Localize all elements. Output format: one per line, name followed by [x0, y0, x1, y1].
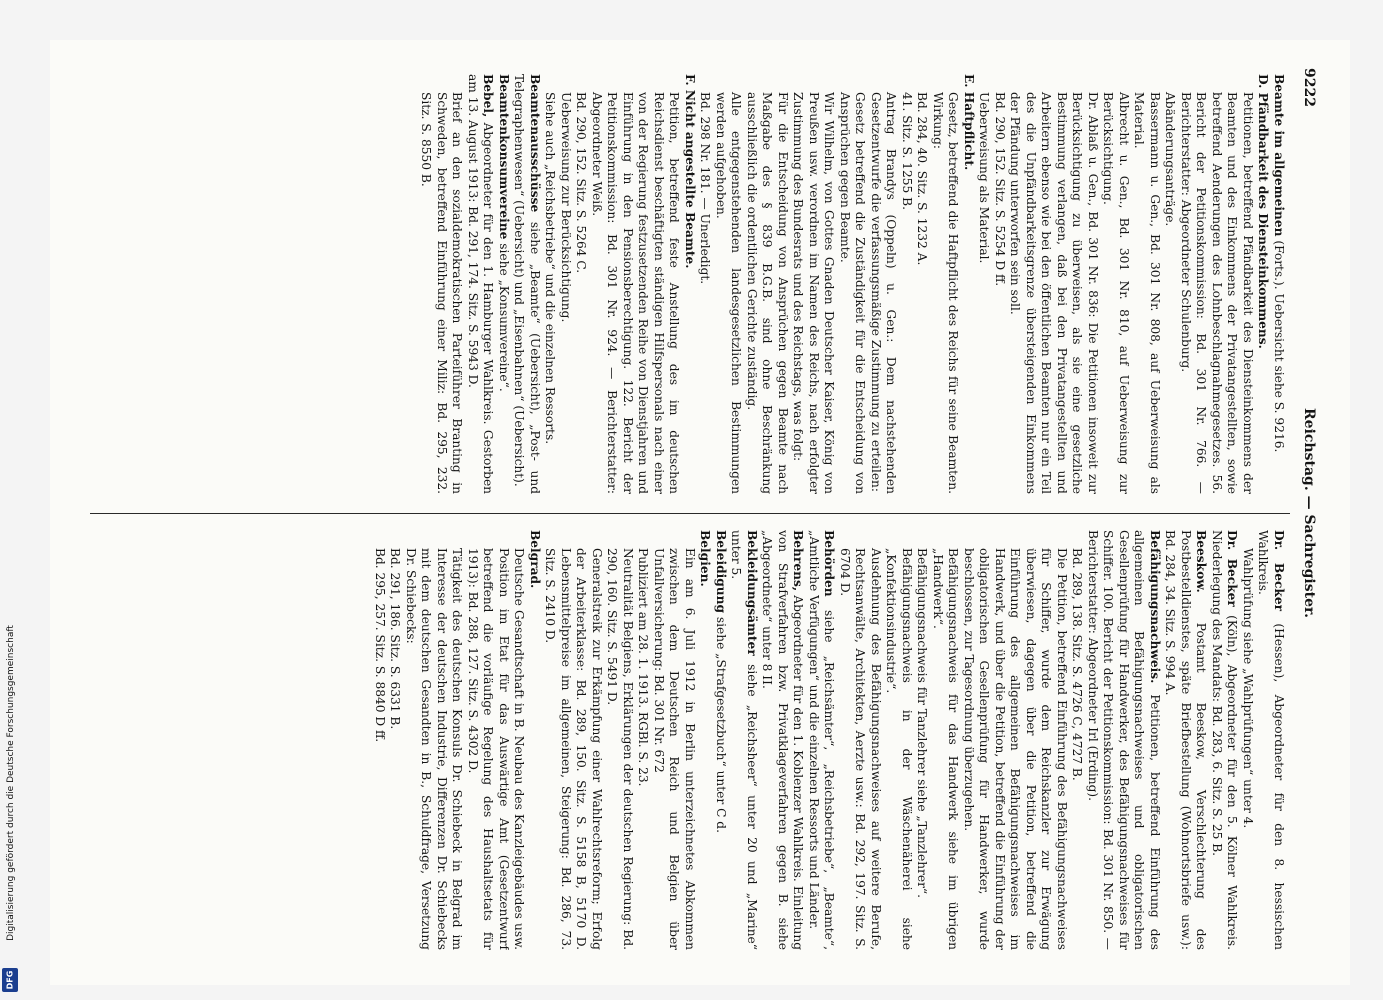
index-entry: [837, 548, 884, 950]
index-entry: [713, 92, 744, 494]
entry-text: Bd. 298 Nr. 181. — Unerledigt.: [698, 92, 713, 285]
index-entry: [930, 92, 961, 494]
index-entry: [759, 530, 806, 950]
index-entry: [1100, 92, 1131, 494]
index-entry: [713, 530, 729, 950]
running-title: Reichstag. — Sachregister.: [1301, 408, 1317, 618]
index-entry: [930, 548, 961, 950]
entry-heading: Beamtenausschüsse: [528, 74, 542, 213]
index-entry: [1162, 530, 1209, 950]
index-entry: [976, 92, 992, 494]
entry-text: Befähigungsnachweis für das Handwerk siehe im übrigen „Handwerk“.: [931, 548, 961, 950]
entry-text: Petition, betreffend feste Anstellung des im deutschen Reichsdienst beschäftigten ständigen Hilfspersonals nach einer von der Regierung festzusetzenden Reihe von Dienstjahren und Einführung in den Pensionsberechtigung. 122. Bericht der Petitionskommission: Bd. 301 Nr. 924. — Berichterstatter: Abgeordneter Weiß.: [590, 92, 682, 494]
entry-text: Deutsche Gesandtschaft in B. Neubau des Kanzleigebäudes usw. Position im Etat für das Auswärtige Amt (Gesetzentwurf betreffend die vorläufige Regelung des Haushaltsetats für 1913): Bd. 288, 127. Sitz. S. 4302 D.: [466, 548, 527, 950]
entry-heading: Bebel,: [481, 74, 496, 118]
entry-text: Generalstreik zur Erkämpfung einer Wahlrechtsreform; Erfolg der Arbeiterklasse: Bd. 289, 150. Sitz. S. 5158 B, 5170 D. Lebensmittelpreise im allgemeinen, Steigerung: Bd. 286, 73. Sitz. S. 2410 D.: [543, 548, 604, 950]
entry-text: Gesetz betreffend die Zuständigkeit für die Entscheidung von Ansprüchen gegen Beamte.: [838, 92, 868, 494]
index-entry: [403, 548, 465, 950]
entry-heading: Bekleidungsämter: [745, 530, 759, 656]
index-entry: [651, 548, 698, 950]
entry-text: Abänderungsanträge.: [1163, 92, 1178, 227]
index-entry: [1209, 530, 1240, 950]
index-entry: [697, 92, 713, 494]
funding-note: [4, 578, 18, 988]
entry-text: Bd. 284, 40. Sitz. S. 1232 A.: [915, 92, 930, 266]
entry-heading: Belgrad.: [528, 530, 542, 589]
entry-text: Siehe auch „Reichsbetriebe“ und die einzelnen Ressorts.: [543, 92, 558, 445]
entry-text: Tätigkeit des deutschen Konsuls Dr. Schiebeck in Belgrad im Interesse der deutschen Industrie, Differenzen Dr. Schiebecks mit dem deutschen Gesandten in B., Schuldfrage, Versetzung Dr. Schiebecks:: [404, 548, 465, 950]
entry-heading: Beeskow.: [1194, 530, 1209, 593]
entry-text: siehe „Reichsämter“, „Reichsbetriebe“, „Beamte“, „Amtliche Verfügungen“ und die einzelnen Ressorts und Länder.: [807, 530, 837, 950]
index-entry: [682, 74, 698, 494]
index-entry: [542, 548, 604, 950]
entry-heading: F. Nicht angestellte Beamte.: [683, 74, 697, 269]
index-entry: [604, 548, 635, 950]
index-entry: [697, 530, 713, 950]
entry-text: Bd. 289, 138. Sitz. S. 4726 C, 4727 B.: [1070, 548, 1085, 781]
index-entry: [418, 92, 465, 494]
index-entry: [496, 74, 512, 494]
entry-text: Für die Entscheidung von Ansprüchen gegen Beamte nach Maßgabe des § 839 B.G.B. sind ohne Beschränkung ausschließlich die ordentlichen Gerichte zuständig.: [745, 92, 790, 494]
entry-text: Bd. 291, 186. Sitz. S. 6331 B.: [388, 548, 403, 730]
index-entry: [883, 548, 914, 950]
entry-heading: Beleidigung: [714, 530, 728, 613]
entry-text: Dr. Ablaß u. Gen., Bd. 301 Nr. 836: Die Petitionen insoweit zur Berücksichtigung zu überweisen, als sie eine gesetzliche Bestimmung verlangen, daß bei den Privatangestellten und Arbeitern ebenso wie bei den öffentlichen Beamten nur ein Teil des die Unpfändbarkeitsgrenze übersteigenden Einkommens der Pfändung unterworfen sein soll.: [1008, 92, 1100, 494]
entry-text: Ausdehnung des Befähigungsnachweises auf weitere Berufe, Rechtsanwälte, Architekten, Aerzte usw.: Bd. 292, 197. Sitz. S. 6704 D.: [838, 548, 883, 950]
page-header: [1294, 68, 1320, 958]
index-entry: [1007, 92, 1100, 494]
entry-text: siehe „Reichsheer“ unter 20 und „Marine“ unter 5.: [729, 530, 759, 950]
index-entry: [465, 74, 496, 494]
entry-text: Neutralität Belgiens, Erklärungen der deutschen Regierung: Bd. 290, 160. Sitz. S. 5491 D.: [605, 548, 635, 950]
left-column: [86, 74, 1286, 494]
index-entry: [465, 548, 527, 950]
entry-heading: Behörden: [822, 530, 837, 597]
index-entry: [589, 92, 682, 494]
index-entry: [1255, 530, 1286, 950]
page-number: 9222: [1301, 68, 1317, 107]
index-entry: [1255, 74, 1271, 494]
index-entry: [387, 548, 403, 950]
index-entry: [914, 548, 930, 950]
index-entry: [1271, 74, 1287, 494]
index-entry: [961, 548, 1070, 950]
index-entry: [1178, 92, 1256, 494]
index-entry: [573, 92, 589, 494]
scanned-page: [50, 40, 1350, 985]
entry-heading: Beamtenkonsumvereine: [497, 74, 511, 240]
index-entry: [511, 74, 542, 494]
index-entry: [837, 92, 868, 494]
index-entry: [790, 92, 837, 494]
index-entry: [992, 92, 1008, 494]
entry-text: Befähigungsnachweis für Tanzlehrer siehe „Tanzlehrer“.: [915, 548, 930, 899]
entry-text: Wahlprüfung siehe „Wahlprüfungen“ unter 4.: [1241, 548, 1255, 829]
entry-text: 41. Sitz. S. 1255 B.: [900, 92, 914, 210]
entry-text: Ein am 6. Juli 1912 in Berlin unterzeichnetes Abkommen zwischen dem Deutschen Reich und Belgien über Unfallversicherung: Bd. 301 Nr. 672: [652, 548, 697, 950]
entry-text: Brief an den sozialdemokratischen Parteiführer Branting in Schweden, betreffend Einführung einer Miliz: Bd. 295, 232. Sitz. S. 8550 B.: [419, 92, 465, 494]
entry-text: Gesetz, betreffend die Haftpflicht des Reichs für seine Beamten. Wirkung:: [931, 92, 961, 494]
entry-heading: E. Haftpflicht.: [962, 74, 976, 171]
page-content: [80, 68, 1320, 958]
entry-text: (Köln), Abgeordneter für den 5. Kölner Wahlkreis. Niederlegung des Mandats: Bd. 283, 6. Sitz. S. 25 B.: [1210, 530, 1240, 950]
dfg-logo-text: DFG: [5, 970, 15, 990]
index-entry: [806, 530, 837, 950]
entry-text: Abgeordneter für den 1. Hamburger Wahlkreis. Gestorben am 13. August 1913: Bd. 291, 174. Sitz. S. 5943 D.: [466, 74, 496, 494]
entry-heading: Befähigungsnachweis.: [1148, 530, 1162, 684]
entry-heading: Behrens,: [791, 530, 806, 592]
entry-heading: Belgien.: [698, 530, 713, 587]
entry-text: Antrag Brandys (Oppeln) u. Gen.: Dem nachstehenden Gesetzentwurfe die verfassungsmäßige Zustimmung zu erteilen:: [869, 92, 899, 494]
entry-text: Publiziert am 28. 1. 1913. RGBl. S. 23.: [636, 548, 651, 787]
index-entry: [961, 74, 977, 494]
entry-text: Postamt Beeskow, Verschlechterung des Postbestelldienstes, späte Briefbestellung (Wohnortsbriefe usw.): Bd. 284, 34. Sitz. S. 994 A.: [1163, 530, 1209, 950]
entry-text: Bd. 295, 257. Sitz. S. 8840 D ff.: [373, 548, 387, 743]
index-entry: [372, 548, 388, 950]
index-entry: [744, 92, 791, 494]
index-entry: [728, 530, 759, 950]
entry-heading: Beamte im allgemeinen: [1272, 74, 1286, 237]
entry-text: Die Petition, betreffend Einführung des Befähigungsnachweises für Schiffer, wurde dem Reichskanzler zur Erwägung überwiesen, dagegen über die Petition, betreffend die Einführung des allgemeinen Befähigungsnachweises im Handwerk, und über die Petition, betreffend die Einführung der obligatorischen Gesellenprüfung für Handwerker, wurde beschlossen, zur Tagesordnung überzugehen.: [962, 548, 1069, 950]
entry-heading: Dr. Becker: [1272, 530, 1286, 611]
index-entry: [899, 92, 915, 494]
entry-text: Wir Wilhelm, von Gottes Gnaden Deutscher Kaiser, König von Preußen usw. verordnen im Namen des Reichs, nach erfolgter Zustimmung des Bundesrats und des Reichstags, was folgt:: [791, 92, 837, 494]
funding-note-text: Digitalisierung gefördert durch die Deutsche Forschungsgemeinschaft: [6, 625, 16, 941]
entry-text: (Forts.). Uebersicht siehe S. 9216.: [1272, 240, 1286, 453]
column-divider: [90, 513, 1290, 514]
index-entry: [1131, 92, 1162, 494]
right-column: [86, 530, 1286, 950]
entry-text: Albrecht u. Gen., Bd. 301 Nr. 810, auf Ueberweisung zur Berücksichtigung.: [1101, 92, 1131, 494]
entry-text: Befähigungsnachweis in der Wäschenäherei siehe „Konfektionsindustrie“.: [884, 548, 914, 950]
entry-text: Bd. 290, 152. Sitz. S. 5254 D ff.: [993, 92, 1007, 287]
index-entry: [1162, 92, 1178, 494]
index-entry: [914, 92, 930, 494]
entry-text: Bd. 290, 152. Sitz. S. 5264 C.: [574, 92, 589, 274]
entry-text: Bassermann u. Gen., Bd. 301 Nr. 808, auf Ueberweisung als Material.: [1132, 92, 1162, 494]
index-entry: [1069, 548, 1085, 950]
entry-text: siehe „Konsumvereine“.: [497, 243, 511, 392]
entry-heading: D. Pfändbarkeit des Diensteinkommens.: [1256, 74, 1271, 349]
index-entry: [558, 92, 574, 494]
entry-text: Ueberweisung zur Berücksichtigung.: [559, 92, 573, 323]
index-entry: [1240, 548, 1256, 950]
dfg-logo: [2, 968, 18, 992]
entry-text: siehe „Strafgesetzbuch“ unter C d.: [714, 616, 728, 833]
index-entry: [635, 548, 651, 950]
entry-text: (Hessen), Abgeordneter für den 8. hessischen Wahlkreis.: [1256, 530, 1286, 950]
index-entry: [527, 530, 543, 950]
entry-text: Alle entgegenstehenden landesgesetzlichen Bestimmungen werden aufgehoben.: [714, 92, 744, 494]
entry-text: Petitionen, betreffend Pfändbarkeit des Diensteinkommens der Beamten und des Einkommens der Privatangestellten, sowie betreffend Aenderungen des Lohnbeschlagnahmegesetzes. 56. Bericht der Petitionskommission: Bd. 301 Nr. 766. — Berichterstatter: Abgeordneter Schulenburg.: [1179, 92, 1255, 494]
entry-text: Ueberweisung als Material.: [977, 92, 992, 264]
entry-heading: Dr. Becker: [1225, 530, 1240, 607]
index-entry: [542, 92, 558, 494]
entry-text: Abgeordneter für den 1. Koblenzer Wahlkreis. Einleitung von Strafverfahren bzw. Privatklageverfahren gegen B. siehe „Abgeordnete“ unter 8 II.: [760, 530, 806, 950]
index-entry: [1085, 530, 1163, 950]
entry-text: siehe „Beamte“ (Uebersicht), „Post- und Telegraphenwesen“ (Uebersicht) und „Eisenbahnen“ (Uebersicht).: [512, 74, 542, 494]
index-entry: [868, 92, 899, 494]
entry-text: Petitionen, betreffend Einführung des allgemeinen Befähigungsnachweises und obligatorischen Gesellenprüfung für Handwerker, des Befähigungsnachweises für Schiffer. 100. Bericht der Petitionskommission: Bd. 301 Nr. 850. — Berichterstatter: Abgeordneter Irl (Erding).: [1086, 530, 1162, 950]
